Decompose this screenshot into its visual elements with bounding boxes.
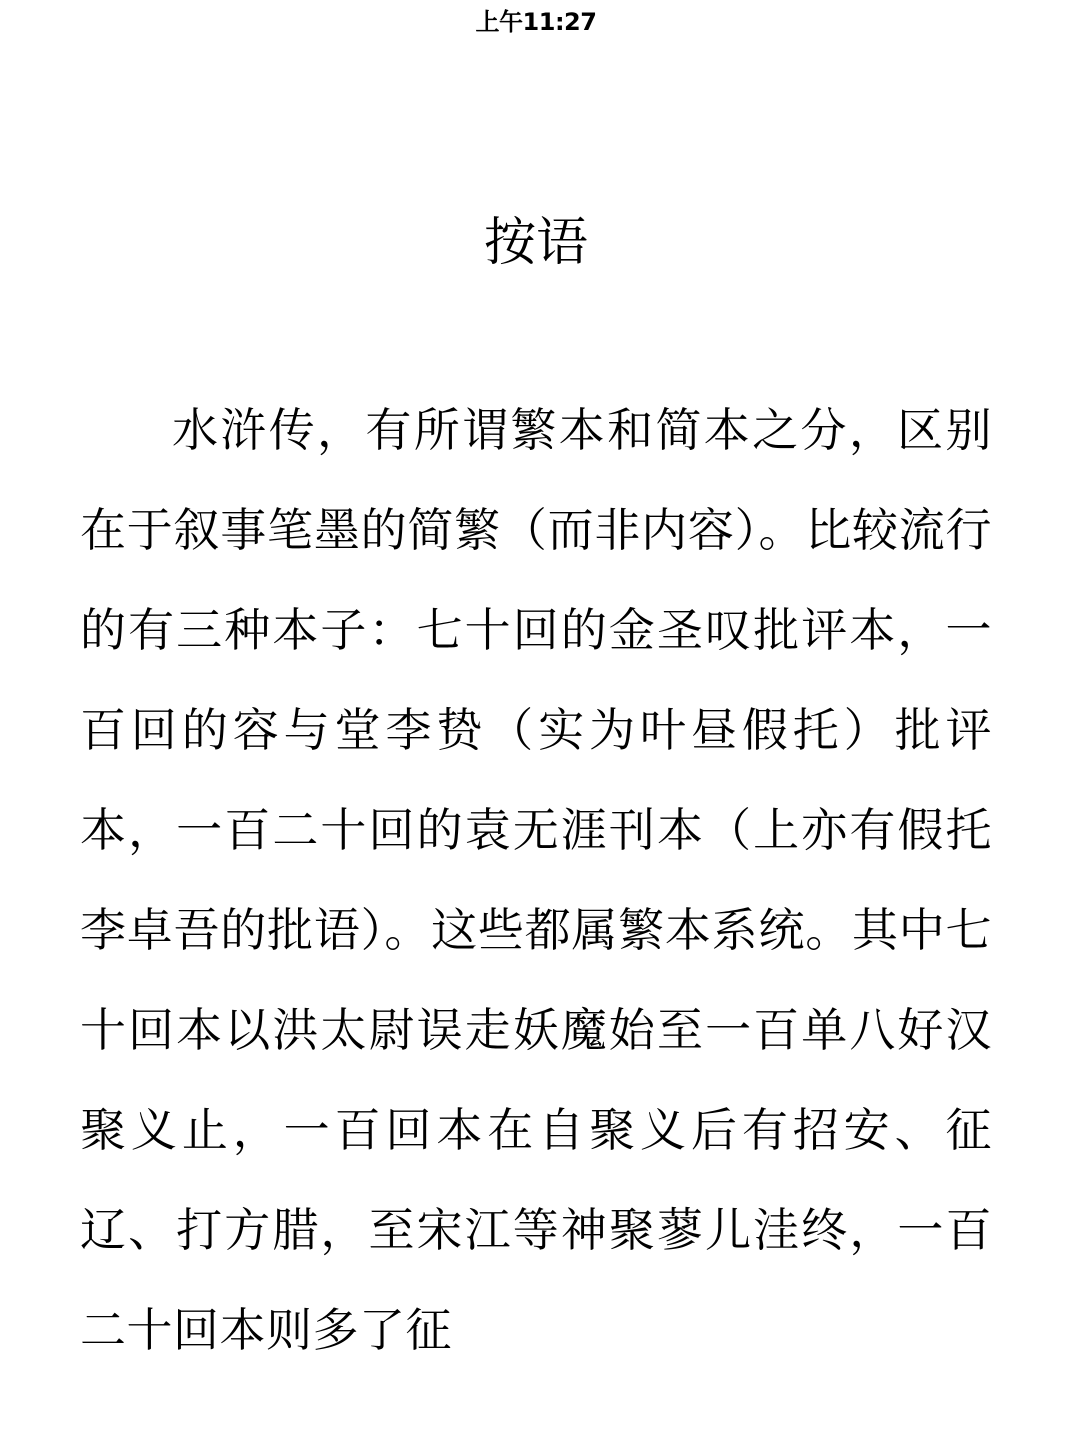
chapter-title: 按语 — [483, 213, 588, 273]
chapter-paragraph: 水浒传，有所谓繁本和简本之分，区别在于叙事笔墨的简繁（而非内容）。比较流行的有三种本子：七十回的金圣叹批评本，一百回的容与堂李贽（实为叶昼假托）批评本，一百二十回的袁无涯刊本（上亦有假托李卓吾的批语）。这些都属繁本系统。其中七十回本以洪太尉误走妖魔始至一百单八好汉聚义止，一百回本在自聚义后有招安、征辽、打方腊，至宋江等神聚蓼儿洼终，一百二十回本则多了征 — [80, 403, 992, 1357]
status-time: 上午11:27 — [475, 8, 597, 36]
